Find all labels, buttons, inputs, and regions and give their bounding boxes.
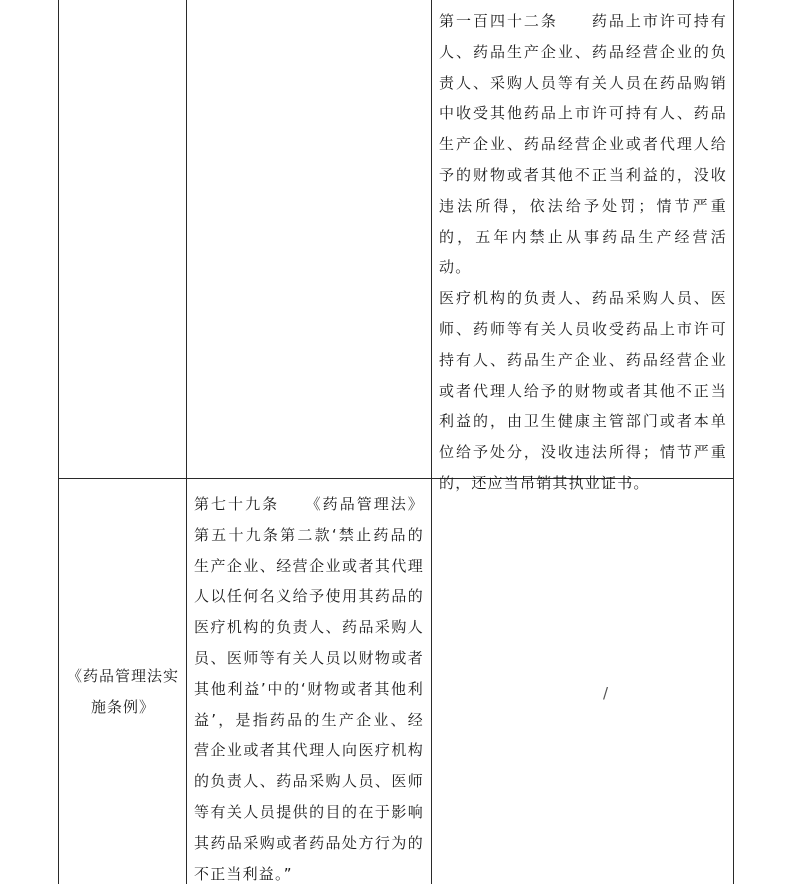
article-142-paragraph-1: 第一百四十二条 药品上市许可持有人、药品生产企业、药品经营企业的负责人、采购人员等有关人员在药品购销中收受其他药品上市许可持有人、药品生产企业、药品经营企业或者代理人给予的财物或者其他不正当利益的，没收违法所得，依法给予处罚；情节严重的，五年内禁止从事药品生产经营活动。 (439, 12, 727, 277)
table-column-divider-2 (431, 0, 432, 884)
table-border-right (733, 0, 734, 884)
table-border-left (58, 0, 59, 884)
row2-law-name: 《药品管理法实施条例》 (66, 667, 179, 716)
row2-implementing-clause: 第七十九条 《药品管理法》第五十九条第二款‘禁止药品的生产企业、经营企业或者其代理人以任何名义给予使用其药品的医疗机构的负责人、药品采购人员、医师等有关人员以财物或者其他利益’中的‘财物或者其他利益’，是指药品的生产企业、经营企业或者其代理人向医疗机构的负责人、药品采购人员、医师等有关人员提供的目的在于影响其药品采购或者药品处方行为的不正当利益。” (194, 495, 424, 883)
article-142-paragraph-2: 医疗机构的负责人、药品采购人员、医师、药师等有关人员收受药品上市许可持有人、药品生产企业、药品经营企业或者代理人给予的财物或者其他不正当利益的，由卫生健康主管部门或者本单位给予处分，没收违法所得；情节严重的，还应当吊销其执业证书。 (439, 289, 727, 492)
row1-new-law-cell (439, 6, 727, 499)
row2-new-law-empty-mark: / (603, 684, 609, 702)
table-column-divider-1 (186, 0, 187, 884)
